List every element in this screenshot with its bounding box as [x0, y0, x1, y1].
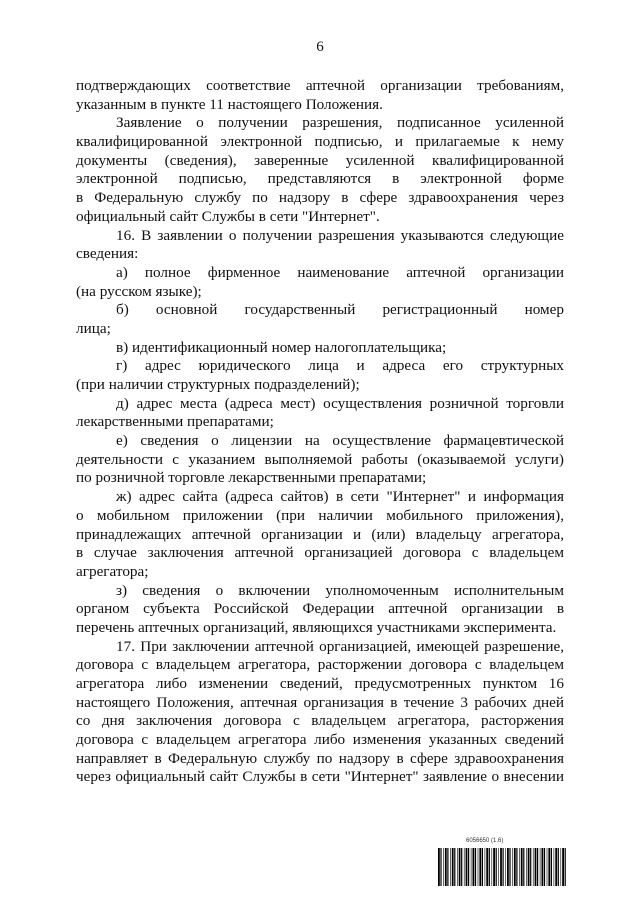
barcode-bar: [489, 848, 490, 886]
barcode-bar: [493, 848, 495, 886]
text-line: г) адрес юридического лица и адреса его структурных: [116, 357, 564, 375]
barcode-bar: [496, 848, 497, 886]
text-line: (при наличии структурных подразделений);: [76, 376, 360, 393]
text-line: о мобильном приложении (при наличии мобильного приложения),: [76, 506, 564, 524]
text-line: через официальный сайт Службы в сети "Интернет" заявление о внесении: [76, 768, 564, 786]
text-line: перечень аптечных организаций, являющихся участниками эксперимента.: [76, 618, 557, 636]
barcode-bar: [562, 848, 564, 886]
barcode-bar: [443, 848, 444, 886]
barcode-bar: [492, 848, 493, 886]
barcode-caption: 6056650 (1.6): [466, 838, 504, 844]
barcode-bar: [498, 848, 499, 886]
text-line: указанным в пункте 11 настоящего Положения.: [76, 95, 383, 113]
text-line: лица;: [76, 319, 111, 337]
barcode-bar: [486, 848, 488, 886]
text-line: (на русском языке);: [76, 282, 202, 300]
barcode-bar: [505, 848, 506, 886]
text-line: ж) адрес сайта (адреса сайтов) в сети "Интернет" и информация: [116, 488, 564, 506]
text-line: д) адрес места (адреса мест) осуществления розничной торговли: [116, 394, 564, 412]
barcode-bar: [528, 848, 530, 886]
barcode-bar: [457, 848, 458, 886]
barcode-bar: [475, 848, 476, 886]
barcode-bar: [535, 848, 537, 886]
barcode-bar: [500, 848, 502, 886]
barcode-bar: [464, 848, 465, 886]
page-number: 6: [316, 39, 324, 55]
barcode-bar: [473, 848, 475, 886]
text-line: договора с владельцем агрегатора либо изменения указанных сведений: [76, 731, 564, 749]
text-line: принадлежащих аптечной организации и (или) владельцу агрегатора,: [76, 525, 564, 543]
text-line: б) основной государственный регистрационный номер: [116, 301, 564, 319]
text-line: Заявление о получении разрешения, подписанное усиленной: [116, 114, 564, 132]
barcode-bar: [548, 848, 550, 886]
barcode-bar: [526, 848, 527, 886]
barcode-bar: [471, 848, 472, 886]
text-line: электронной подписью, представляются в электронной форме: [76, 170, 564, 188]
barcode-bar: [459, 848, 461, 886]
text-line: лекарственными препаратами;: [76, 413, 274, 431]
barcode-bar: [479, 848, 481, 886]
barcode-bar: [450, 848, 451, 886]
barcode-bar: [554, 848, 555, 886]
text-line: со дня заключения договора с владельцем агрегатора, расторжения: [76, 712, 564, 730]
barcode-bar: [542, 848, 544, 886]
barcode-bar: [561, 848, 562, 886]
barcode-bar: [466, 848, 468, 886]
text-line: договора с владельцем агрегатора, расторжении договора с владельцем: [76, 656, 564, 674]
text-line: 16. В заявлении о получении разрешения указываются следующие: [116, 226, 564, 244]
barcode-bar: [516, 848, 517, 886]
barcode-bar: [547, 848, 548, 886]
barcode-bar: [555, 848, 557, 886]
barcode-image: [438, 848, 566, 886]
text-line: сведения:: [76, 245, 139, 263]
text-line: з) сведения о включении уполномоченным исполнительным: [116, 581, 564, 599]
text-line: подтверждающих соответствие аптечной организации требованиям,: [76, 77, 564, 94]
barcode-bar: [482, 848, 483, 886]
text-line: в) идентификационный номер налогоплательщика;: [116, 338, 447, 356]
text-line: в случае заключения аптечной организацией договора с владельцем: [76, 544, 564, 562]
barcode-bar: [445, 848, 447, 886]
barcode-bar: [540, 848, 541, 886]
barcode-bar: [558, 848, 559, 886]
text-line: агрегатора либо изменении сведений, предусмотренных пунктом 16: [76, 675, 564, 692]
barcode-bar: [523, 848, 524, 886]
text-line: е) сведения о лицензии на осуществление фармацевтической: [116, 432, 564, 450]
text-line: направляет в Федеральную службу по надзору в сфере здравоохранения: [76, 749, 564, 767]
barcode-bar: [438, 848, 440, 886]
barcode-bar: [478, 848, 479, 886]
barcode-bar: [454, 848, 455, 886]
barcode-bar: [530, 848, 531, 886]
text-line: квалифицированной электронной подписью, и прилагаемые к нему: [76, 133, 564, 151]
text-line: органом субъекта Российской Федерации аптечной организации в: [76, 600, 564, 618]
text-line: 17. При заключении аптечной организацией, имеющей разрешение,: [116, 637, 564, 655]
barcode-bar: [514, 848, 516, 886]
barcode-bar: [537, 848, 538, 886]
barcode-bar: [452, 848, 454, 886]
text-line: по розничной торговле лекарственными препаратами;: [76, 469, 427, 487]
barcode-bar: [503, 848, 504, 886]
text-line: официальный сайт Службы в сети "Интернет".: [76, 207, 380, 225]
barcode-bar: [461, 848, 462, 886]
text-line: документы (сведения), заверенные усиленной квалифицированной: [76, 151, 564, 169]
barcode-bar: [521, 848, 523, 886]
barcode-bar: [519, 848, 520, 886]
barcode-bar: [447, 848, 448, 886]
barcode-bar: [485, 848, 486, 886]
barcode-bar: [512, 848, 513, 886]
barcode-bar: [533, 848, 534, 886]
document-body: [76, 77, 564, 787]
barcode-bar: [565, 848, 566, 886]
barcode-bar: [544, 848, 545, 886]
barcode-bar: [507, 848, 509, 886]
barcode-bar: [509, 848, 510, 886]
text-line: агрегатора;: [76, 562, 149, 580]
barcode-bar: [468, 848, 469, 886]
text-line: а) полное фирменное наименование аптечной организации: [116, 263, 564, 281]
barcode-bar: [440, 848, 441, 886]
text-line: деятельности с указанием выполняемой работы (оказываемой услуги): [76, 450, 564, 468]
text-line: в Федеральную службу по надзору в сфере здравоохранения через: [76, 189, 564, 207]
barcode-bar: [551, 848, 552, 886]
text-line: настоящего Положения, аптечная организация в течение 3 рабочих дней: [76, 693, 564, 711]
